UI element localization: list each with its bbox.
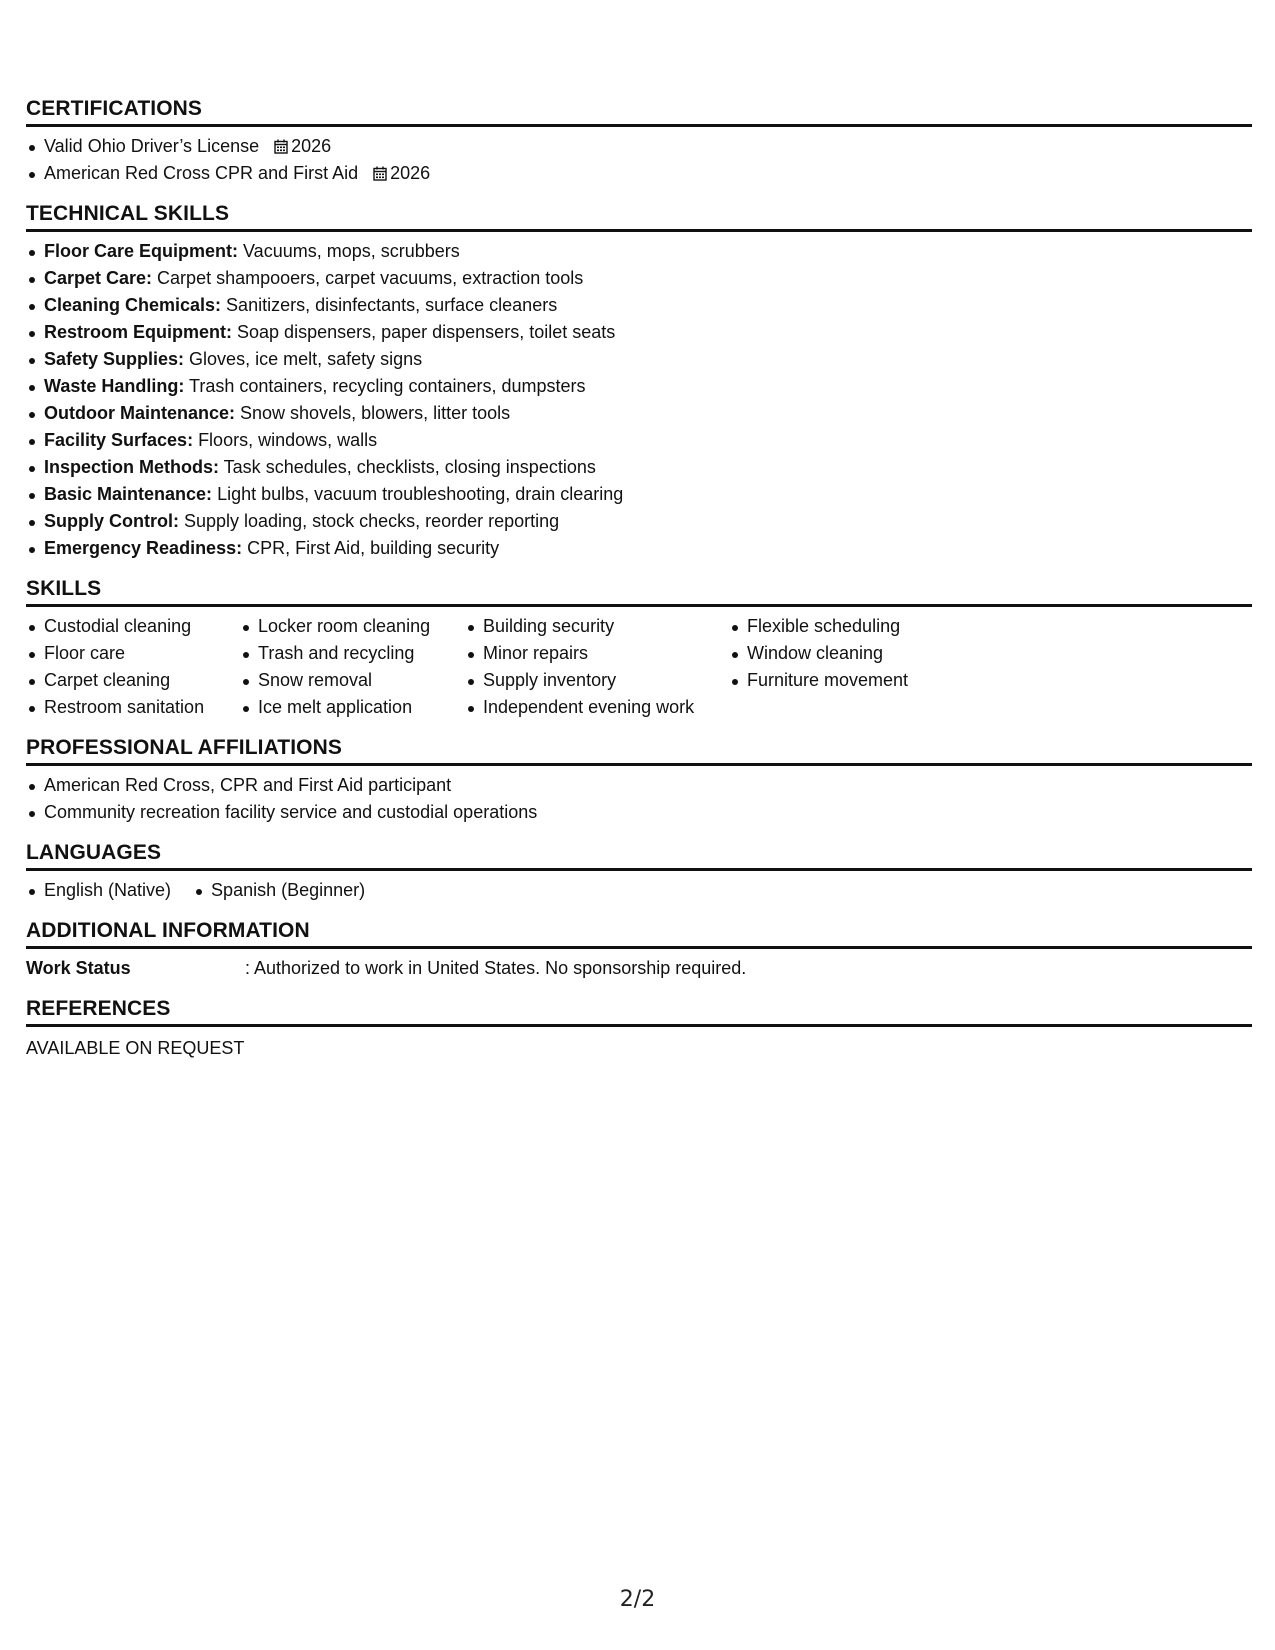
section-title-affiliations: PROFESSIONAL AFFILIATIONS — [26, 735, 1252, 766]
skills-column — [465, 613, 729, 721]
affiliations-list — [26, 772, 1252, 826]
technical-skill-item — [26, 346, 1252, 373]
technical-skill-text: Carpet shampooers, carpet vacuums, extraction tools — [152, 268, 584, 288]
certifications-list — [26, 133, 1252, 187]
technical-skill-label: Floor Care Equipment: — [44, 241, 239, 261]
technical-skills-list — [26, 238, 1252, 562]
skill-item: Trash and recycling — [240, 640, 465, 667]
skills-section — [26, 576, 1252, 721]
technical-skill-text: Vacuums, mops, scrubbers — [238, 241, 460, 261]
technical-skill-label: Basic Maintenance: — [44, 484, 213, 504]
references-text: AVAILABLE ON REQUEST — [26, 1038, 245, 1058]
technical-skill-text: Snow shovels, blowers, litter tools — [235, 403, 511, 423]
skill-item: Floor care — [26, 640, 240, 667]
technical-skill-label: Waste Handling: — [44, 376, 185, 396]
skill-item: Snow removal — [240, 667, 465, 694]
technical-skills-section — [26, 201, 1252, 562]
skills-column — [240, 613, 465, 721]
section-title-references: REFERENCES — [26, 996, 1252, 1027]
certification-name: Valid Ohio Driver’s License — [44, 136, 260, 156]
skill-item: Supply inventory — [465, 667, 729, 694]
languages-section — [26, 840, 1252, 904]
section-title-technical-skills: TECHNICAL SKILLS — [26, 201, 1252, 232]
technical-skill-item — [26, 535, 1252, 562]
certifications-section — [26, 96, 1252, 187]
language-item: English (Native) — [26, 877, 171, 904]
skill-item: Window cleaning — [729, 640, 1029, 667]
certification-item — [26, 160, 1252, 187]
language-item: Spanish (Beginner) — [193, 877, 365, 904]
skills-grid — [26, 613, 1252, 721]
technical-skill-text: CPR, First Aid, building security — [242, 538, 500, 558]
technical-skill-text: Soap dispensers, paper dispensers, toilet seats — [232, 322, 616, 342]
technical-skill-item — [26, 481, 1252, 508]
calendar-icon — [373, 166, 387, 181]
certification-year: 2026 — [390, 163, 431, 183]
affiliation-item: Community recreation facility service and custodial operations — [26, 799, 1252, 826]
section-title-skills: SKILLS — [26, 576, 1252, 607]
technical-skill-text: Gloves, ice melt, safety signs — [184, 349, 423, 369]
skill-item: Locker room cleaning — [240, 613, 465, 640]
technical-skill-label: Facility Surfaces: — [44, 430, 194, 450]
skill-item: Minor repairs — [465, 640, 729, 667]
technical-skill-item — [26, 400, 1252, 427]
technical-skill-label: Safety Supplies: — [44, 349, 185, 369]
skill-item: Custodial cleaning — [26, 613, 240, 640]
technical-skill-text: Light bulbs, vacuum troubleshooting, drain clearing — [212, 484, 624, 504]
technical-skill-text: Sanitizers, disinfectants, surface cleaners — [221, 295, 558, 315]
certification-item — [26, 133, 1252, 160]
work-status-label: Work Status — [26, 958, 131, 978]
skills-column — [26, 613, 240, 721]
skill-item: Ice melt application — [240, 694, 465, 721]
section-title-additional-info: ADDITIONAL INFORMATION — [26, 918, 1252, 949]
skill-item: Independent evening work — [465, 694, 729, 721]
section-title-languages: LANGUAGES — [26, 840, 1252, 871]
technical-skill-item — [26, 373, 1252, 400]
affiliations-section — [26, 735, 1252, 826]
calendar-icon — [274, 139, 288, 154]
technical-skill-item — [26, 292, 1252, 319]
affiliation-item: American Red Cross, CPR and First Aid participant — [26, 772, 1252, 799]
technical-skill-item — [26, 508, 1252, 535]
technical-skill-label: Inspection Methods: — [44, 457, 219, 477]
languages-list — [26, 877, 1252, 904]
skill-item: Carpet cleaning — [26, 667, 240, 694]
technical-skill-item — [26, 427, 1252, 454]
additional-info-section — [26, 918, 1252, 982]
technical-skill-label: Supply Control: — [44, 511, 179, 531]
skill-item: Furniture movement — [729, 667, 1029, 694]
certification-year: 2026 — [291, 136, 332, 156]
technical-skill-label: Restroom Equipment: — [44, 322, 233, 342]
technical-skill-text: Task schedules, checklists, closing inspections — [219, 457, 596, 477]
certification-name: American Red Cross CPR and First Aid — [44, 163, 359, 183]
technical-skill-item — [26, 238, 1252, 265]
technical-skill-text: Trash containers, recycling containers, dumpsters — [184, 376, 586, 396]
technical-skill-label: Carpet Care: — [44, 268, 153, 288]
resume-page — [26, 96, 1252, 1076]
technical-skill-item — [26, 454, 1252, 481]
technical-skill-label: Emergency Readiness: — [44, 538, 243, 558]
work-status-value: : Authorized to work in United States. No sponsorship required. — [245, 958, 747, 978]
technical-skill-text: Floors, windows, walls — [193, 430, 378, 450]
technical-skill-label: Outdoor Maintenance: — [44, 403, 236, 423]
skill-item: Flexible scheduling — [729, 613, 1029, 640]
technical-skill-label: Cleaning Chemicals: — [44, 295, 222, 315]
section-title-certifications: CERTIFICATIONS — [26, 96, 1252, 127]
technical-skill-item — [26, 265, 1252, 292]
technical-skill-item — [26, 319, 1252, 346]
work-status-row — [26, 955, 1252, 982]
skill-item: Restroom sanitation — [26, 694, 240, 721]
references-section — [26, 996, 1252, 1062]
page-number: 2/2 — [619, 1587, 656, 1612]
technical-skill-text: Supply loading, stock checks, reorder reporting — [178, 511, 560, 531]
skill-item: Building security — [465, 613, 729, 640]
skills-column — [729, 613, 1029, 721]
